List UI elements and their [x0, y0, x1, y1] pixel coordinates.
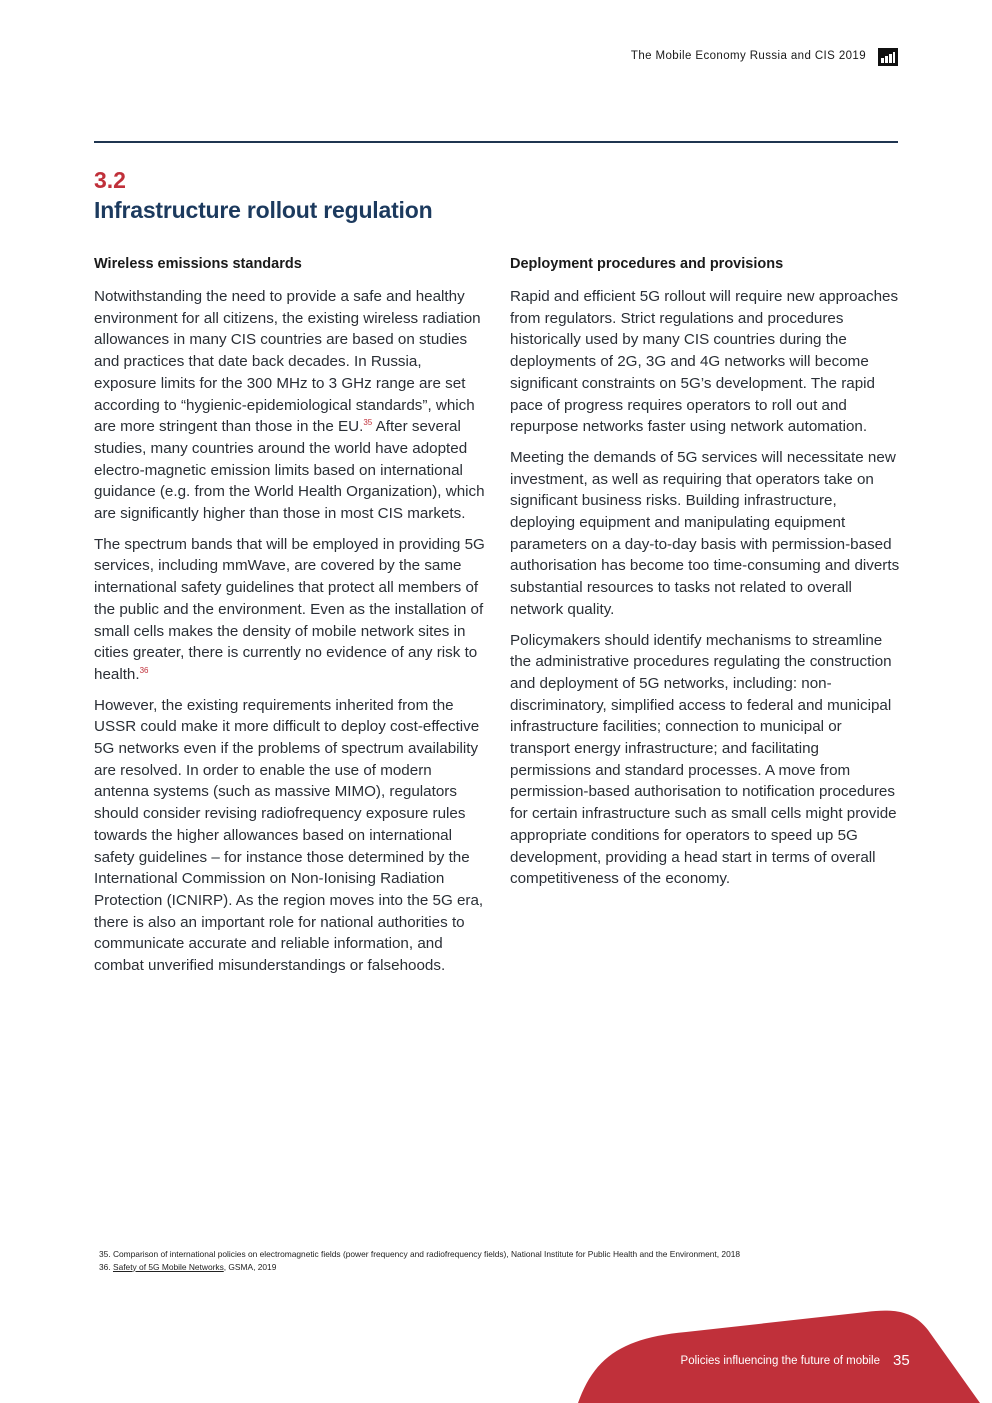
right-column [510, 254, 902, 899]
footnote-36 [99, 1261, 899, 1274]
section-title: Infrastructure rollout regulation [94, 197, 433, 223]
footnotes [99, 1248, 899, 1273]
left-paragraph-2-text: The spectrum bands that will be employed in providing 5G services, including mmWave, are covered by the same international safety guidelines that protect all members of the public and the environment. Even as the installation of small cells makes the density of mobile network sites in cities greater, there is currently no evidence of any risk to health. [94, 535, 485, 683]
footnote-35: 35. Comparison of international policies on electromagnetic fields (power frequency and radiofrequency fields), National Institute for Public Health and the Environment, 2018 [99, 1249, 741, 1259]
right-paragraph-2: Meeting the demands of 5G services will necessitate new investment, as well as requiring that operators take on significant business risks. Building infrastructure, deploying equipment and manipulating equipment parameters on a day-to-day basis with permission-based authorisation has become too time-consuming and diverts substantial resources to tasks not related to overall network quality. [510, 448, 900, 618]
chart-bars-icon [878, 48, 898, 66]
left-column-heading: Wireless emissions standards [94, 256, 302, 272]
header-divider [94, 141, 898, 143]
left-paragraph-1 [94, 286, 486, 525]
right-paragraph-3: Policymakers should identify mechanisms to streamline the administrative procedures regulating the construction and deployment of 5G networks, including: non-discriminatory, simplified access to federal and municipal infrastructure facilities; connection to municipal or transport energy infrastructure; and facilitating permissions and standard processes. A move from permission-based authorisation to notification procedures for certain infrastructure such as small cells might provide appropriate conditions for operators to speed up 5G development, providing a head start in terms of overall competitiveness of the economy. [510, 631, 897, 888]
right-column-heading: Deployment procedures and provisions [510, 256, 784, 272]
left-paragraph-3: However, the existing requirements inherited from the USSR could make it more difficult to deploy cost-effective 5G networks even if the problems of spectrum availability are resolved. In order to enable the use of modern antenna systems (such as massive MIMO), regulators should consider revising radiofrequency exposure rules towards the higher allowances based on international safety guidelines – for instance those determined by the International Commission on Non-Ionising Radiation Protection (ICNIRP). As the region moves into the 5G era, there is also an important role for national authorities to communicate accurate and reliable information, and combat unverified misunderstandings or falsehoods. [94, 696, 484, 975]
section-number: 3.2 [94, 167, 126, 193]
left-paragraph-1-part-b: After several studies, many countries around the world have adopted electro-magnetic emission limits based on international guidance (e.g. from the World Health Organization), which are significantly higher than those in most CIS markets. [94, 418, 485, 523]
right-paragraph-1: Rapid and efficient 5G rollout will require new approaches from regulators. Strict regulations and procedures historically used by many CIS countries during the deployments of 2G, 3G and 4G networks will become significant constraints on 5G’s development. The rapid pace of progress requires operators to roll out and repurpose networks faster using network automation. [510, 288, 899, 436]
footnote-36-link[interactable]: Safety of 5G Mobile Networks [112, 1261, 224, 1272]
left-paragraph-2 [94, 534, 486, 686]
left-paragraph-1-part-a: Notwithstanding the need to provide a safe and healthy environment for all citizens, the existing wireless radiation allowances in many CIS countries are based on studies and practices that date back decades. In Russia, exposure limits for the 300 MHz to 3 GHz range are set according to “hygienic-epidemiological standards”, which are more stringent than those in the EU. [94, 288, 481, 436]
footnote-ref-36[interactable]: 36 [139, 665, 149, 675]
footnote-36-suffix: , GSMA, 2019 [223, 1261, 277, 1272]
page-number: 35 [893, 1352, 910, 1369]
footnote-ref-35[interactable]: 35 [363, 418, 373, 428]
header-title: The Mobile Economy Russia and CIS 2019 [630, 50, 866, 62]
footer-chapter-title: Policies influencing the future of mobile [680, 1355, 880, 1367]
left-column [94, 254, 486, 986]
footnote-36-prefix: 36. [99, 1261, 113, 1272]
